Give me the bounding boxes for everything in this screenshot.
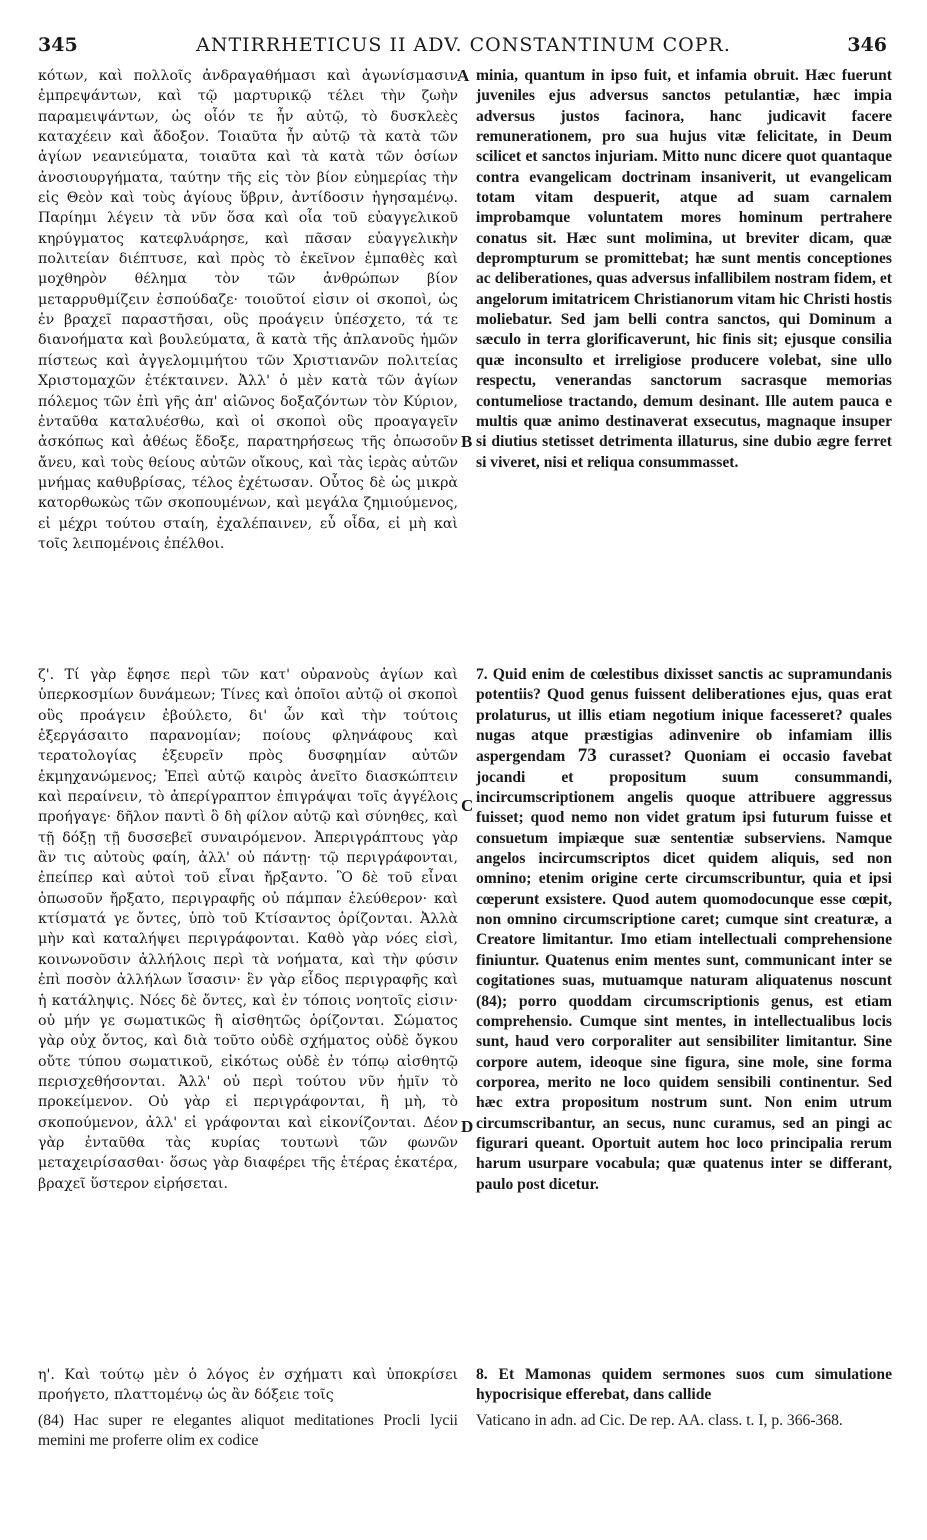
running-title: ANTIRRHETICUS II ADV. CONSTANTINUM COPR. xyxy=(196,34,731,56)
margin-marker-c: C xyxy=(461,796,474,815)
greek-text-block: ζ'. Τί γὰρ ἔφησε περὶ τῶν κατ' οὐρανοὺς ἁγίων καὶ ὑπερκοσμίων δυνάμεων; Τίνες καὶ ὁποῖοι αὐτῷ οἱ σκοποὶ οὓς προάγειν ἐβούλετο, δι' ὧν καὶ τὴν τούτοις ἐξεργάσαιτο παρανομίαν; ποίους φληνάφους καὶ τερατολογίας ἐξευρεῖν πρὸς δυσφημίαν αὐτῶν ἐκμηχανώμενος; Ἐπεὶ αὐτῷ καιρὸς ἀνεῖτο διασκώπτειν καὶ περαίνειν, τὸ ἀπερίγραπτον ἐπιγράψαι τοῖς ἀγγέλοις προήγαγε· δῆλον παντὶ ὃ δὴ φίλον αὐτῷ καὶ σύνηθες, καὶ τῇ δόξῃ τῇ δυσσεβεῖ συναιρόμενον. Ἀπεριγράπτους γὰρ ἂν τις αὐτοὺς φαίη, ἀλλ' οὐ πάντῃ· τῷ περιγράφονται, ἐπείπερ καὶ αὐτοὶ τοῦ εἶναι ἤρξαντο. Ὃ δὲ τοῦ εἶναι ὁπωσοῦν ἤρξατο, περιγραφῆς οὐ πάμπαν ἐλεύθερον· καὶ κτίσματά γε ὄντες, ὑπὸ τοῦ Κτίσαντος ὁρίζονται. Ἀλλὰ μὴν καὶ καταλήψει περιγράφονται. Καθὸ γὰρ νόες εἰσὶ, κοινωνοῦσιν ἀλλήλοις περὶ τὰ νοήματα, καὶ τὴν φύσιν ἐπὶ ποσὸν ἀλλήλων ἴσασιν· ἓν γὰρ εἶδος περιγραφῆς καὶ ἡ κατάληψις. Νόες δὲ ὄντες, καὶ ἐν τόποις νοητοῖς εἰσιν· οὐ μήν γε σωματικῶς ἢ αἰσθητῶς ὁρίζονται. Σώματος γὰρ οὐχ ὄντος, καὶ διὰ τοῦτο οὐδὲ σχήματος οὐδὲ ὄγκου οὔτε τύπου σωματικοῦ, εἰκότως οὐδὲ ἐν τόπῳ αἰσθητῷ περισχεθήσονται. Ἀλλ' οὐ περὶ τούτου νῦν ἡμῖν τὸ προκείμενον. Οὐ γὰρ εἰ περιγράφονται, ἢ μὴ, τὸ σκοπούμενον, ἀλλ' εἰ γράφονται καὶ εἰκονίζονται. Δέον γὰρ ἐνταῦθα τὰς κυρίας τουτωνὶ τῶν φωνῶν μεταχειρίσασθαι· ὅσως γὰρ διαφέρει τῆς ἑτέρας ἑκατέρα, βραχεῖ ὕστερον εἰρήσεται. xyxy=(38,667,458,1192)
page-number-right: 346 xyxy=(847,34,887,56)
latin-paragraph-2 xyxy=(476,665,892,1195)
footnote-text: Vaticano in adn. ad Cic. De rep. AA. class. t. I, p. 366-368. xyxy=(476,1412,843,1429)
latin-text-block: 8. Et Mamonas quidem sermones suos cum simulatione hypocrisique efferebat, dans callide xyxy=(476,1366,892,1404)
latin-paragraph-1 xyxy=(476,66,892,473)
latin-paragraph-3 xyxy=(476,1365,892,1406)
footnote-left xyxy=(38,1411,458,1451)
greek-text-block: η'. Καὶ τούτῳ μὲν ὁ λόγος ἐν σχήματι καὶ ὑποκρίσει προήγετο, πλαττομένῳ ὡς ἂν δόξειε τοῖς xyxy=(38,1367,458,1404)
page-number-left: 345 xyxy=(38,34,78,56)
greek-paragraph-2 xyxy=(38,665,458,1194)
margin-marker-d: D xyxy=(461,1117,474,1136)
margin-marker-b: B xyxy=(461,432,473,451)
running-header xyxy=(0,34,927,60)
footnote-text: (84) Hac super re elegantes aliquot meditationes Procli lycii memini me proferre olim ex codice xyxy=(38,1412,458,1449)
greek-text-block: κότων, καὶ πολλοῖς ἀνδραγαθήμασι καὶ ἀγωνίσμασιν ἐμπρεψάντων, καὶ τῷ μαρτυρικῷ τέλει τὴν ζωὴν παραμειψάντων, ὡς οἷόν τε ἦν αὐτῷ, τὸ δυσκλεὲς καταχέειν καὶ ἄδοξον. Τοιαῦτα ἦν αὐτῷ τὰ κατὰ τῶν ἁγίων νεανιεύματα, τοιαῦτα καὶ τὰ κατὰ τῶν ὁσίων ἀνοσιουργήματα, ταύτην τῆς εἰς τὸν βίον εὐημερίας τὴν εἰς Θεὸν καὶ τοὺς ἁγίους ὕβριν, ἀντίδοσιν ἡγησαμένῳ. Παρίημι λέγειν τὰ νῦν ὅσα καὶ οἷα τοῦ εὐαγγελικοῦ κηρύγματος κατεφλυάρησε, καὶ πᾶσαν εὐαγγελικὴν πολιτείαν διέπτυσε, καὶ πρὸς τὸ ἐκεῖνον ἐμπαθὲς καὶ μοχθηρὸν θέλημα τὸν τῶν ἀνθρώπων βίον μεταρρυθμίζειν ἐσπούδαζε· τοιοῦτοί εἰσιν οἱ σκοποὶ, ὡς ἐν βραχεῖ παραστῆσαι, οὓς προάγειν ὑπέσχετο, τά τε διανοήματα καὶ βουλεύματα, ἃ κατὰ τῆς ἀπλανοῦς ἡμῶν πίστεως καὶ ἀγγελομιμήτου τῶν Χριστιανῶν πολιτείας Χριστομαχῶν ἐτέκταινεν. Ἀλλ' ὁ μὲν κατὰ τῶν ἁγίων πόλεμος τῶν ἐπὶ γῆς ἀπ' αἰῶνος δοξαζόντων τὸν Κύριον, ἐνταῦθα καταλυέσθω, καὶ οἱ σκοποὶ οὓς προαγαγεῖν ἀσκόπως καὶ ἀθέως ἔδοξε, παρατηρήσεως τῆς ὁπωσοῦν ἄνευ, καὶ τοὺς θείους αὐτῶν οἴκους, καὶ τὰς ἱερὰς αὐτῶν μνήμας καθυβρίσας, τέλος ἐχέτωσαν. Οὗτος δὲ ὡς μικρὰ κατορθωκὼς τῶν σκοπουμένων, καὶ μεγάλα ζημιούμενος, εἰ μέχρι τούτου σταίη, ἐχαλέπαινεν, εὖ οἶδα, εἰ μὴ καὶ τοῖς λειπομένοις ἐπέλθοι. xyxy=(38,68,458,552)
latin-text-block: minia, quantum in ipso fuit, et infamia obruit. Hæc fuerunt juveniles ejus adversus sanctos petulantiæ, hæc impia adversus justos facinora, hanc judicavit facere remunerationem, pro sua hujus vitæ felicitate, in Deum scilicet et sanctos injuriam. Mitto nunc dicere quot quantaque contra evangelicam doctrinam insaniverit, ut evangelicam totam vitam despuerit, atque ad suam carnalem improbamque voluntatem mores hominum pertrahere conatus sit. Hæc sunt molimina, ut breviter dicam, quæ deprompturum se promittebat; hæ sunt mentis conceptiones ac deliberationes, quas adversus infallibilem nostram fidem, et angelorum imitatricem Christianorum vitam hic Christi hostis moliebatur. Sed jam belli contra sanctos, qui Dominum a sæculo in terra glorificaverunt, hic finis sit; ejusque consilia quæ inconsulto et irreligiose producere volebat, sine ullo respectu, venerandas sanctorum sacrasque memorias contumeliose tractando, demum desinant. Ille autem pauca e multis quæ animo destinaverat exsecutus, magnaque insuper si diutius stetisset detrimenta illaturus, sine dubio ægre ferret si viveret, nisi et reliqua consummasset. xyxy=(476,67,892,471)
greek-paragraph-3 xyxy=(38,1365,458,1406)
latin-text-part: 7. Quid enim de cœlestibus dixisset sanctis ac supramundanis potentiis? Quod genus fuissent deliberationes ejus, quas erat prolaturus, ut illis etiam negotium inique facesseret? quales nugas atque præstigias adinvenire ob infamiam illis aspergendam xyxy=(476,666,892,766)
latin-text-block xyxy=(476,665,892,1195)
latin-text-part: curasset? Quoniam ei occasio favebat jocandi et propositum suum consummandi, incircumscriptionem angelis quoque attribuere aggressus fuisset; quod nemo non videt gratum ipsi futurum fuisse et consuetum impiæque suæ sententiæ subserviens. Namque angelos incircumscriptos dicet quidem aliquis, sed non omnino; etenim origine certe circumscribuntur, quia et ipsi cœperunt exsistere. Quod autem quomodocunque esse cœpit, non omnino circumscriptione caret; cumque sint creaturæ, a Creatore limitantur. Imo etiam intellectuali comprehensione finiuntur. Quatenus enim mentes sunt, communicant inter se cogitationes suas, mutuamque naturam aliquatenus noscunt (84); porro quoddam circumscriptionis genus, est etiam comprehensio. Cumque sint mentes, in intellectualibus locis sunt, haud vero corporaliter aut sensibiliter limitantur. Sine corpore autem, ideoque sine figura, sine mole, sine forma corporea, merito ne loco quidem sensibili continentur. Sed hæc extra propositum nostrum sunt. Non enim utrum circumscribantur, an secus, nunc curamus, sed an pingi ac figurari queant. Oportuit autem hoc loco principalia rerum harum usurpare vocabula; quæ quatenus inter se differant, paulo post dicetur. xyxy=(476,748,893,1193)
footnote-right xyxy=(476,1411,892,1431)
margin-marker-a: A xyxy=(457,66,470,85)
greek-paragraph-1 xyxy=(38,66,458,554)
page-reference-number: 73 xyxy=(577,745,597,767)
